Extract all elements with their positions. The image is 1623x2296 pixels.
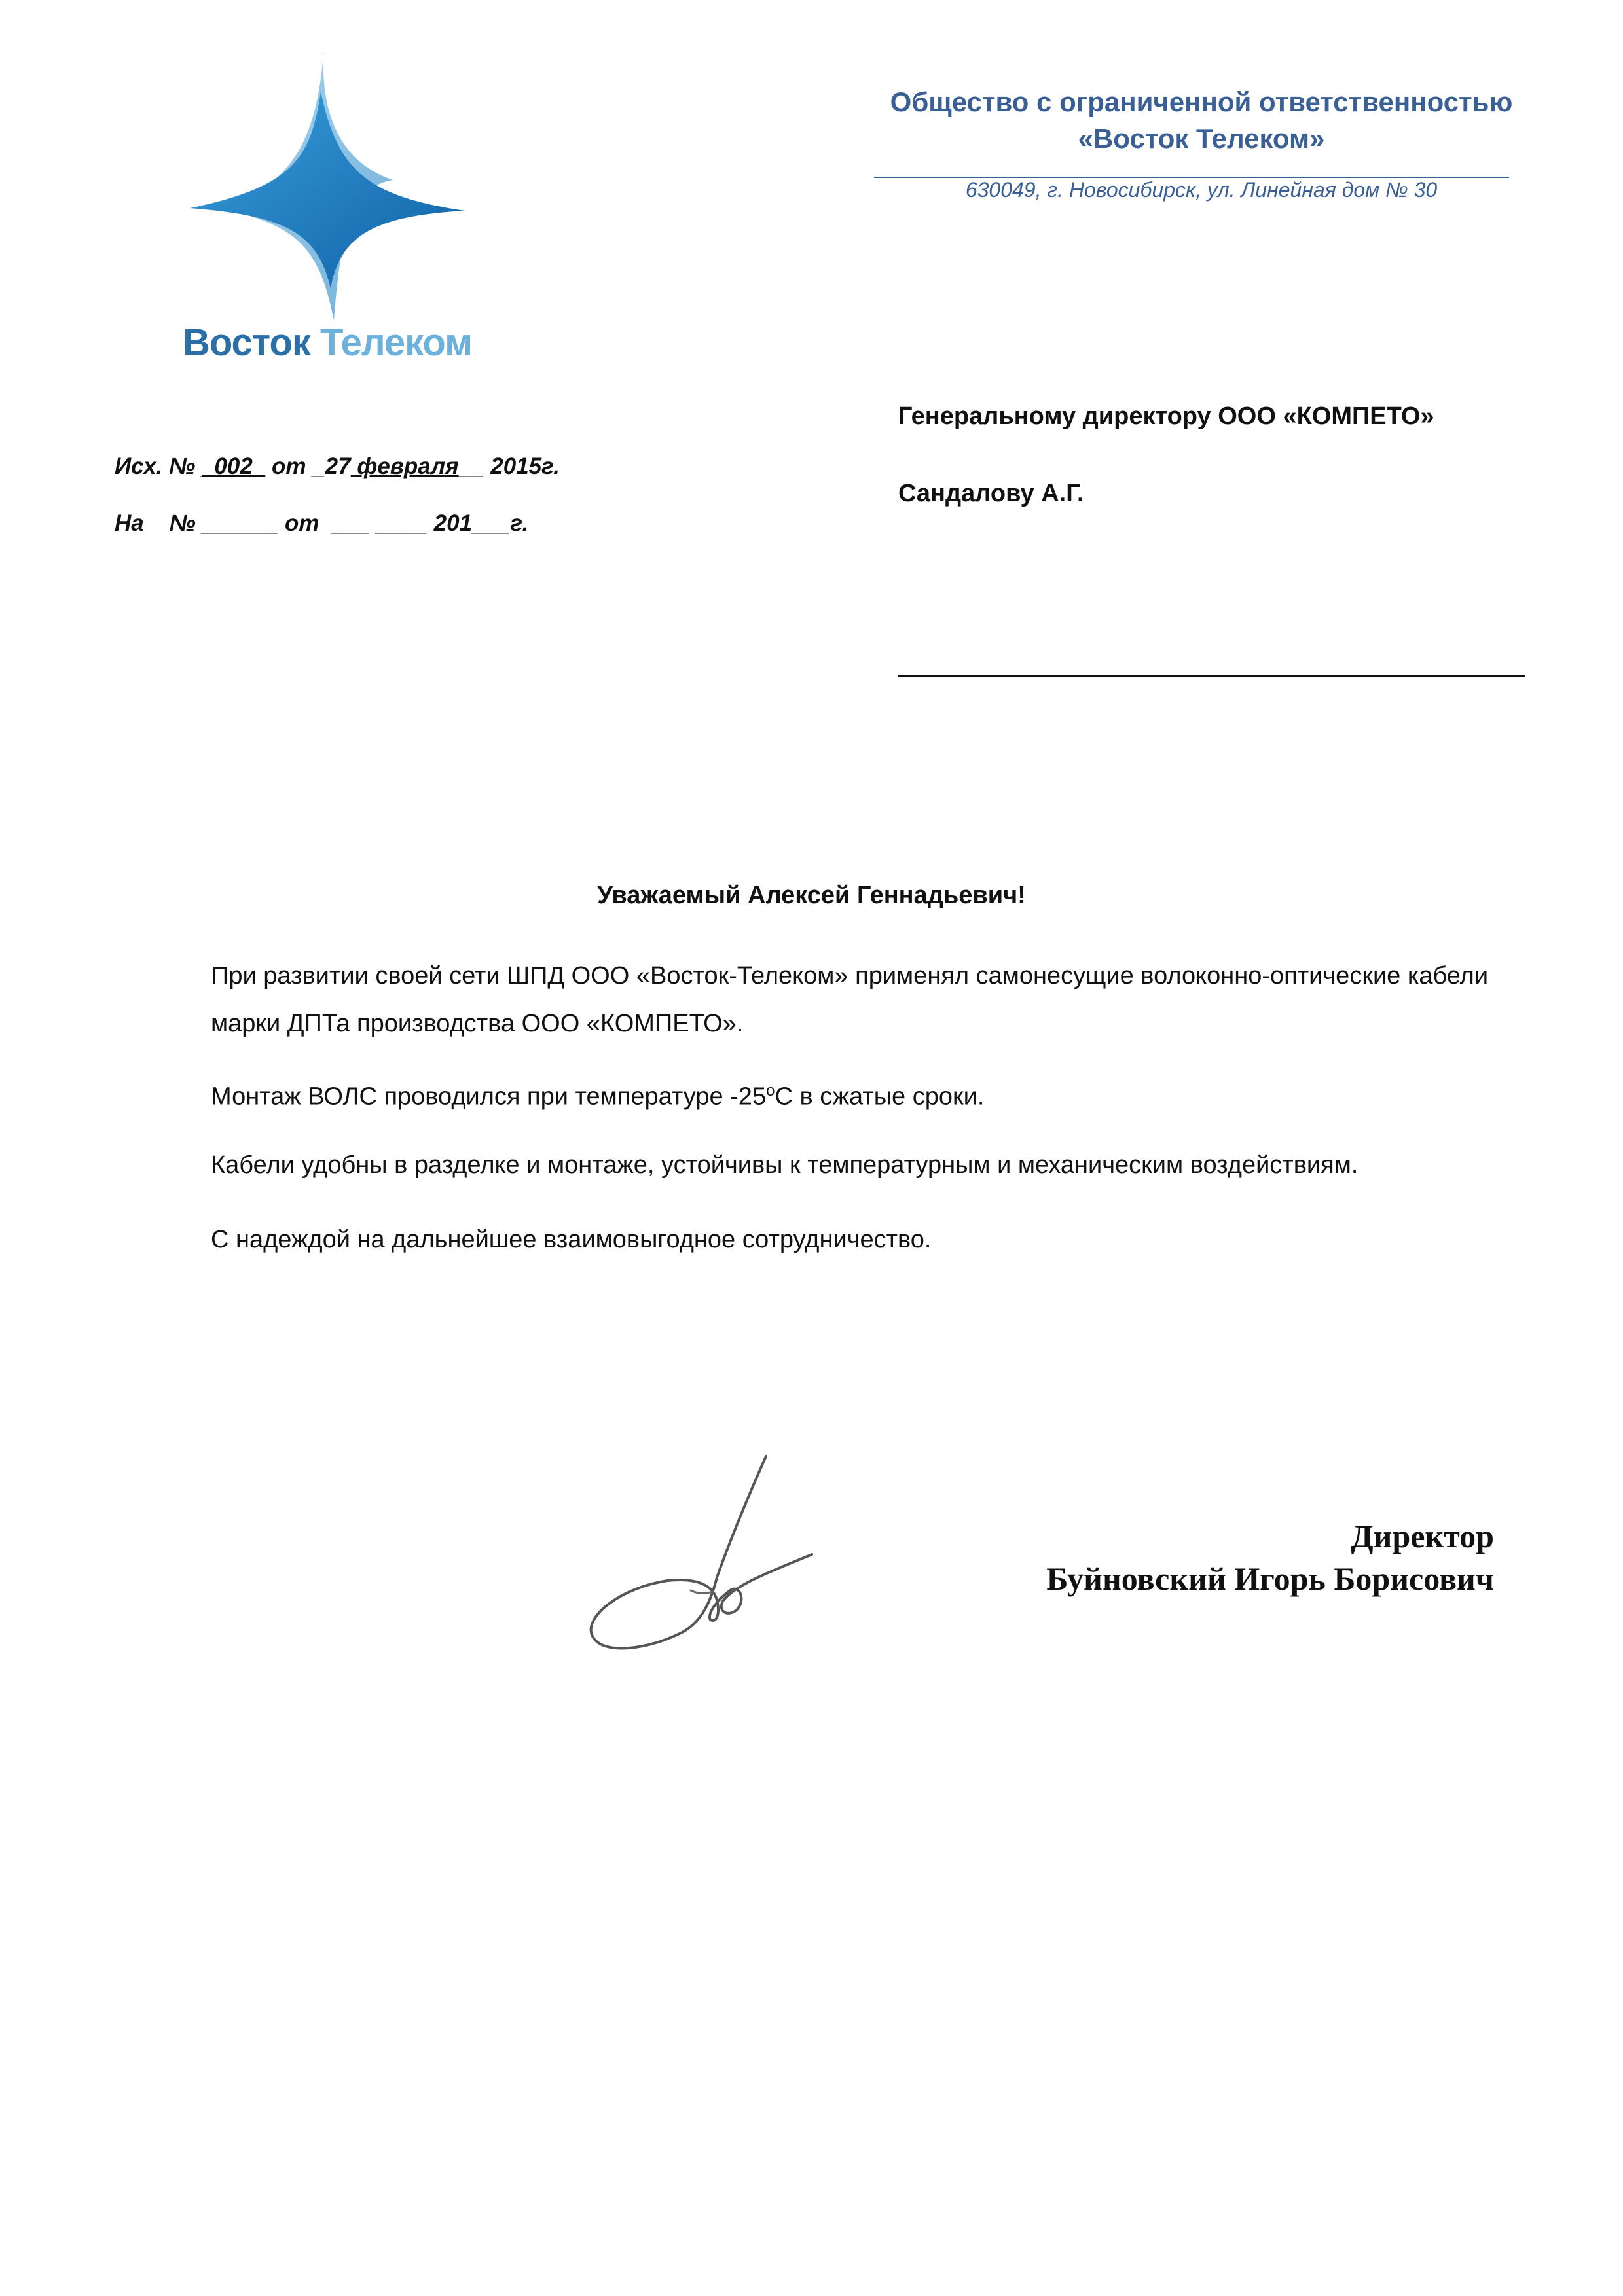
logo-word-vostok: Восток <box>183 321 310 364</box>
p2-text-before: Монтаж ВОЛС проводился при температуре -25 <box>211 1083 767 1111</box>
signatory-name: Буйновский Игорь Борисович <box>1046 1560 1494 1597</box>
ref-out-prefix: Исх. № <box>115 454 202 479</box>
degree-superscript: о <box>766 1082 775 1100</box>
company-name-line2: «Восток Телеком» <box>1078 123 1325 154</box>
letter-paragraph: С надеждой на дальнейшее взаимовыгодное сотрудничество. <box>211 1226 932 1253</box>
company-address: 630049, г. Новосибирск, ул. Линейная дом № 30 <box>965 178 1438 202</box>
outgoing-reference <box>115 454 560 480</box>
addressee-position: Генеральному директору ООО «КОМПЕТО» <box>898 403 1434 430</box>
company-name-line1: Общество с ограниченной ответственностью <box>890 86 1513 117</box>
logo-word-telecom: Телеком <box>320 321 472 364</box>
signatory-title: Директор <box>1351 1518 1494 1554</box>
logo-wordmark <box>177 321 478 365</box>
company-name <box>831 84 1571 157</box>
incoming-reference: На № ______ от ___ ____ 201___г. <box>115 511 529 536</box>
addressee-divider <box>898 675 1525 677</box>
addressee-name: Сандалову А.Г. <box>898 480 1084 507</box>
letter-salutation: Уважаемый Алексей Геннадьевич! <box>597 882 1026 909</box>
letter-paragraph: При развитии своей сети ШПД ООО «Восток-Телеком» применял самонесущие волоконно-оптические кабели марки ДПТа производства ООО «КОМПЕТО». <box>211 962 1489 1037</box>
ref-out-suffix: __ 2015г. <box>458 454 560 479</box>
letter-paragraph <box>211 1067 1520 1121</box>
ref-out-number: _002_ <box>201 454 266 479</box>
ref-out-date: февраля <box>350 454 459 479</box>
p2-text-after: С в сжатые сроки. <box>775 1083 985 1111</box>
letter-paragraph: Кабели удобны в разделке и монтаже, устойчивы к температурным и механическим воздействиям. <box>211 1151 1359 1179</box>
handwritten-signature-icon <box>576 1446 851 1662</box>
ref-out-mid: от _27 <box>265 454 351 479</box>
